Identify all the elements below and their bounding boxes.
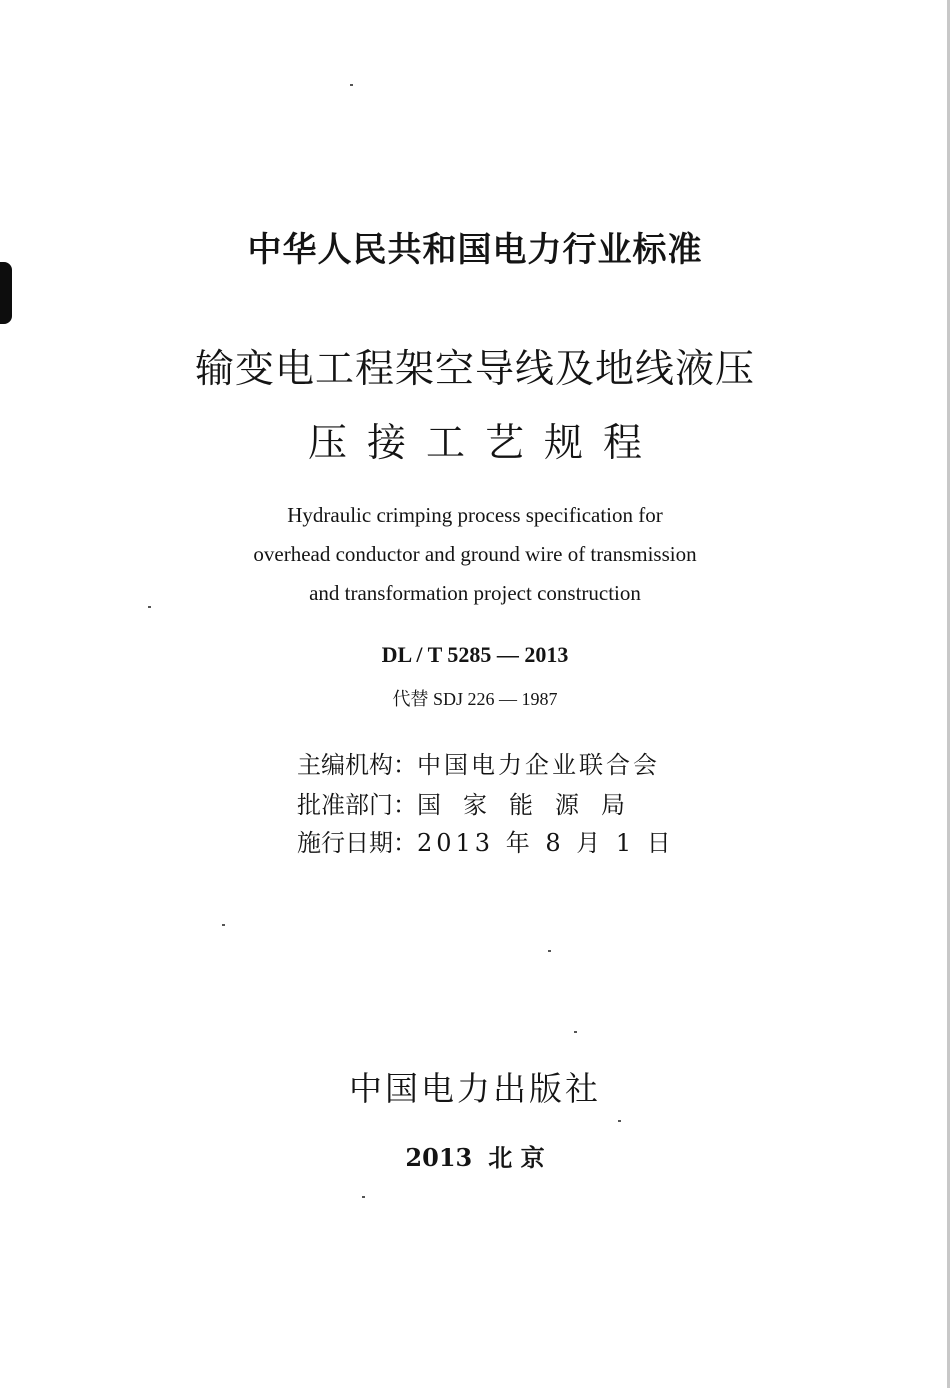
info-label: 主编机构： <box>297 751 417 779</box>
replaces-standard: 代替 SDJ 226 — 1987 <box>392 689 558 709</box>
title-line-2: 压接工艺规程 <box>307 421 662 466</box>
publisher: 中国电力出版社 <box>349 1069 601 1108</box>
info-effective-date <box>297 823 675 858</box>
scan-speck <box>574 1031 577 1033</box>
info-editor <box>297 745 660 780</box>
info-value: 中国电力企业联合会 <box>417 751 660 779</box>
scan-speck <box>222 924 225 926</box>
scan-speck <box>548 950 551 952</box>
english-title <box>0 496 950 613</box>
english-title-line: Hydraulic crimping process specification for <box>287 503 663 527</box>
info-value: 国家能源局 <box>417 791 647 819</box>
binding-mark <box>0 262 12 324</box>
info-label: 批准部门： <box>297 791 417 819</box>
info-label: 施行日期： <box>297 829 417 857</box>
scan-speck <box>362 1196 365 1198</box>
publication-place <box>0 1138 950 1173</box>
publication-city: 北 京 <box>488 1143 545 1172</box>
info-value: 2013 年 8 月 1 日 <box>417 829 675 857</box>
english-title-line: overhead conductor and ground wire of transmission <box>253 542 697 566</box>
publication-year: 2013 <box>405 1143 473 1172</box>
scan-speck <box>618 1120 621 1122</box>
title-line-1: 输变电工程架空导线及地线液压 <box>194 347 755 392</box>
standard-category: 中华人民共和国电力行业标准 <box>247 230 703 270</box>
standard-code: DL / T 5285 — 2013 <box>381 642 569 667</box>
english-title-line: and transformation project construction <box>309 581 641 605</box>
info-approver <box>297 785 647 820</box>
scan-speck <box>350 84 353 86</box>
